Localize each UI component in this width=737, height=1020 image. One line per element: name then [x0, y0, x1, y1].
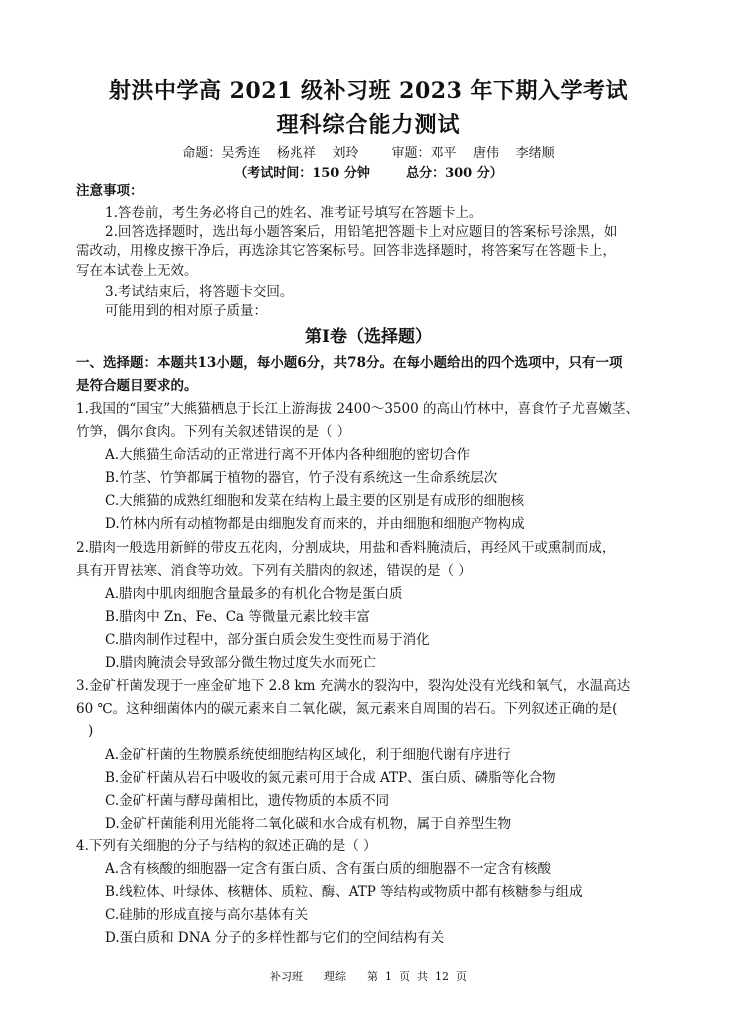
question-option: B.腊肉中 Zn、Fe、Ca 等微量元素比较丰富	[105, 609, 370, 625]
question-option: C.金矿杆菌与酵母菌相比，遗传物质的本质不同	[105, 793, 390, 809]
section-heading: 一、选择题：本题共13小题，每小题6分，共78分。在每小题给出的四个选项中，只有一项	[76, 355, 623, 371]
question-option: C.大熊猫的成熟红细胞和发菜在结构上最主要的区别是有成形的细胞核	[105, 493, 525, 509]
question-stem: 具有开胃祛寒、消食等功效。下列有关腊肉的叙述，错误的是（ ）	[76, 563, 472, 579]
question-stem: 竹笋，偶尔食肉。下列有关叙述错误的是（ ）	[76, 424, 351, 440]
question-stem: )	[88, 723, 94, 739]
question-option: C.硅肺的形成直接与高尔基体有关	[105, 907, 309, 923]
page-footer: 补习班 理综 第 1 页 共 12 页	[270, 970, 467, 983]
note-line: 需改动，用橡皮擦干净后，再选涂其它答案标号。回答非选择题时，将答案写在答题卡上，	[76, 243, 616, 259]
question-option: B.竹茎、竹笋都属于植物的器官，竹子没有系统这一生命系统层次	[105, 470, 498, 486]
question-stem: 1.我国的“国宝”大熊猫栖息于长江上游海拔 2400～3500 的高山竹林中，喜食竹子尤喜嫩茎、	[76, 401, 639, 417]
section-heading: 是符合题目要求的。	[76, 378, 198, 394]
question-stem: 3.金矿杆菌发现于一座金矿地下 2.8 km 充满水的裂沟中，裂沟处没有光线和氧气，水温高达	[76, 678, 631, 694]
note-line: 1.答卷前，考生务必将自己的姓名、准考证号填写在答题卡上。	[105, 205, 483, 221]
staff-line: 命题：吴秀连 杨兆祥 刘玲 审题：邓平 唐伟 李绪顺	[182, 146, 555, 161]
note-line: 写在本试卷上无效。	[76, 263, 198, 279]
exam-title-line1: 射洪中学高 2021 级补习班 2023 年下期入学考试	[108, 78, 629, 104]
question-option: A.腊肉中肌肉细胞含量最多的有机化合物是蛋白质	[105, 586, 403, 602]
note-line: 可能用到的相对原子质量：	[105, 303, 267, 319]
question-option: A.金矿杆菌的生物膜系统使细胞结构区域化，利于细胞代谢有序进行	[105, 747, 511, 763]
exam-info: （考试时间：150 分钟 总分：300 分）	[234, 166, 503, 181]
question-option: C.腊肉制作过程中，部分蛋白质会发生变性而易于消化	[105, 632, 430, 648]
note-line: 3.考试结束后，将答题卡交回。	[105, 284, 294, 300]
question-option: A.大熊猫生命活动的正常进行离不开体内各种细胞的密切合作	[105, 447, 471, 463]
question-option: B.金矿杆菌从岩石中吸收的氮元素可用于合成 ATP、蛋白质、磷脂等化合物	[105, 770, 556, 786]
note-line: 2.回答选择题时，选出每小题答案后，用铅笔把答题卡上对应题目的答案标号涂黑，如	[105, 224, 618, 240]
question-option: D.腊肉腌渍会导致部分微生物过度失水而死亡	[105, 655, 377, 671]
part-title: 第Ⅰ卷（选择题）	[305, 327, 432, 347]
question-option: A.含有核酸的细胞器一定含有蛋白质、含有蛋白质的细胞器不一定含有核酸	[105, 861, 552, 877]
question-option: D.金矿杆菌能利用光能将二氧化碳和水合成有机物，属于自养型生物	[105, 816, 512, 832]
question-stem: 60 ℃。这种细菌体内的碳元素来自二氧化碳，氮元素来自周围的岩石。下列叙述正确的是(	[76, 701, 618, 717]
question-option: D.蛋白质和 DNA 分子的多样性都与它们的空间结构有关	[105, 930, 445, 946]
question-stem: 2.腊肉一般选用新鲜的带皮五花肉，分割成块，用盐和香料腌渍后，再经风干或熏制而成，	[76, 540, 616, 556]
exam-title-line2: 理科综合能力测试	[276, 112, 461, 138]
question-option: B.线粒体、叶绿体、核糖体、质粒、酶、ATP 等结构或物质中都有核糖参与组成	[105, 884, 583, 900]
notes-heading: 注意事项：	[76, 183, 144, 199]
question-stem: 4.下列有关细胞的分子与结构的叙述正确的是（ ）	[76, 838, 377, 854]
question-option: D.竹林内所有动植物都是由细胞发育而来的，并由细胞和细胞产物构成	[105, 516, 525, 532]
